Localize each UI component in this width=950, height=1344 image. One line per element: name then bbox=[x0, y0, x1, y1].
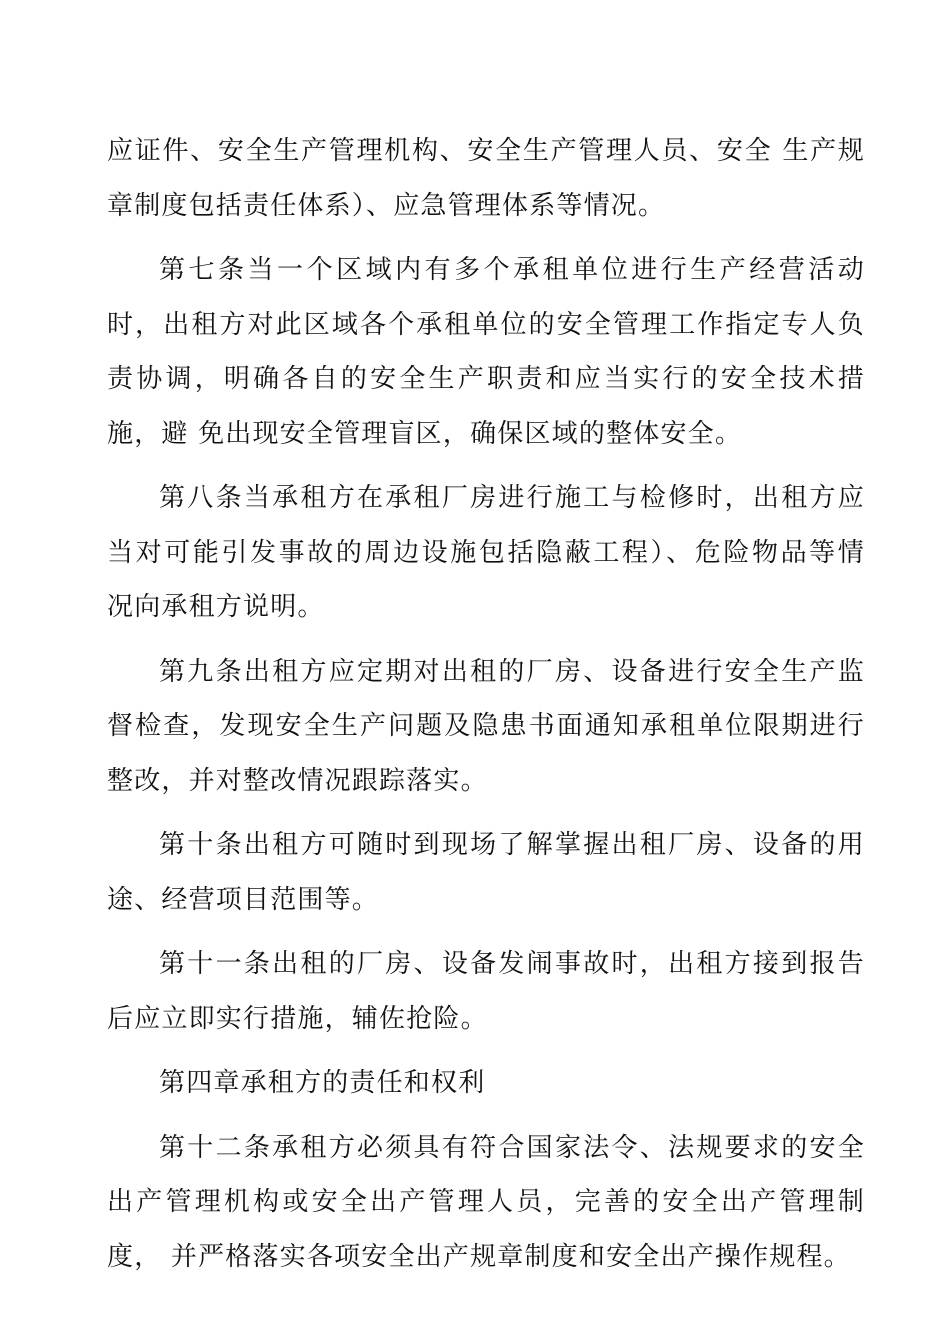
paragraph-article-10: 第十条出租方可随时到现场了解掌握出租厂房、设备的用途、经营项目范围等。 bbox=[107, 830, 865, 915]
document-body bbox=[107, 124, 865, 1294]
chapter-heading-4: 第四章承租方的责任和权利 bbox=[159, 1068, 486, 1098]
paragraph-article-11: 第十一条出租的厂房、设备发闹事故时，出租方接到报告 后应立即实行措施，辅佐抢险。 bbox=[107, 949, 865, 1034]
paragraph-article-12: 第十二条承租方必须具有符合国家法令、法规要求的安全 出产管理机构或安全出产管理人员，完善的安全出产管理制度， 并严格落实各项安全出产规章制度和安全出产操作规程。 bbox=[107, 1132, 865, 1272]
paragraph-article-9: 第九条出租方应定期对出租的厂房、设备进行安全生产监 督检查，发现安全生产问题及隐患书面通知承租单位限期进行 整改，并对整改情况跟踪落实。 bbox=[107, 656, 865, 796]
paragraph-article-7: 第七条当一个区域内有多个承租单位进行生产经营活动时，出租方对此区域各个承租单位的安全管理工作指定专人负责协调，明确各自的安全生产职责和应当实行的安全技术措施，避 免出现安全管理盲区，确保区域的整体安全。 bbox=[107, 255, 865, 449]
paragraph-continuation: 应证件、安全生产管理机构、安全生产管理人员、安全 生产规章制度包括责任体系）、应急管理体系等情况。 bbox=[107, 136, 865, 221]
paragraph-article-8: 第八条当承租方在承租厂房进行施工与检修时，出租方应 当对可能引发事故的周边设施包括隐蔽工程）、危险物品等情 况向承租方说明。 bbox=[107, 483, 865, 622]
